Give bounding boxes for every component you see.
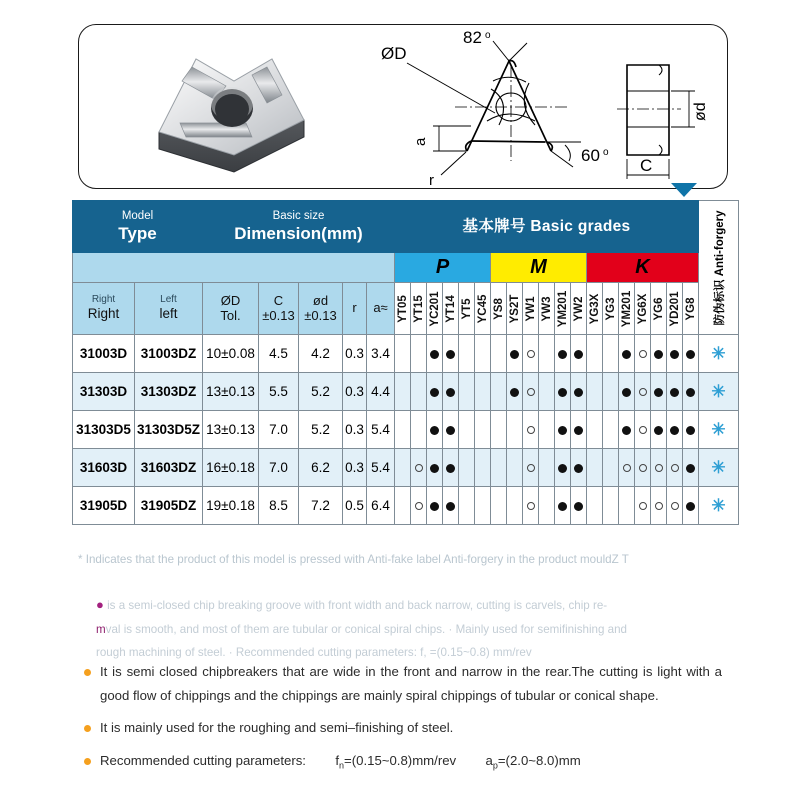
filled-dot-icon	[574, 464, 583, 473]
open-dot-icon	[415, 464, 423, 472]
svg-text:60: 60	[581, 146, 600, 165]
filled-dot-icon	[574, 502, 583, 511]
band-k: K	[587, 253, 699, 283]
filled-dot-icon	[446, 350, 455, 359]
grade-cell-YW1	[523, 487, 539, 525]
cell-r: 0.3	[343, 335, 367, 373]
grade-cell-YG6	[651, 411, 667, 449]
grade-cell-YT14	[443, 411, 459, 449]
specification-table	[72, 200, 739, 525]
grade-cell-YC201	[427, 487, 443, 525]
grade-cell-YC45	[475, 335, 491, 373]
subheader-left: Left left	[135, 283, 203, 335]
header-model-main: Type	[118, 223, 157, 243]
notes-list	[82, 660, 722, 782]
cell-od-small: 5.2	[299, 411, 343, 449]
grade-cell-YG6X	[635, 449, 651, 487]
grade-cell-YT5	[459, 449, 475, 487]
filled-dot-icon	[686, 502, 695, 511]
grade-cell-YM201	[619, 411, 635, 449]
cell-od: 16±0.18	[203, 449, 259, 487]
filled-dot-icon	[686, 426, 695, 435]
open-dot-icon	[639, 388, 647, 396]
table-row	[73, 449, 739, 487]
grade-cell-YS8	[491, 411, 507, 449]
grade-col-5: YC45	[475, 283, 491, 335]
grade-cell-YT05	[395, 373, 411, 411]
filled-dot-icon	[430, 464, 439, 473]
open-dot-icon	[639, 426, 647, 434]
header-size-main: Dimension(mm)	[234, 223, 363, 243]
grade-cell-YT14	[443, 373, 459, 411]
grade-cell-YT5	[459, 411, 475, 449]
cell-a: 4.4	[367, 373, 395, 411]
filled-dot-icon	[622, 350, 631, 359]
open-dot-icon	[671, 464, 679, 472]
filled-dot-icon	[654, 426, 663, 435]
cell-left: 31303D5Z	[135, 411, 203, 449]
header-dimension	[203, 201, 395, 253]
cell-r: 0.5	[343, 487, 367, 525]
grade-cell-YD201	[667, 411, 683, 449]
cell-a: 6.4	[367, 487, 395, 525]
grade-cell-YC201	[427, 373, 443, 411]
grade-cell-YG8	[683, 373, 699, 411]
cell-left: 31303DZ	[135, 373, 203, 411]
grade-cell-YS2T	[507, 373, 523, 411]
grade-cell-YG3X	[587, 373, 603, 411]
grade-col-1: YT15	[411, 283, 427, 335]
grade-cell-YC45	[475, 449, 491, 487]
cell-od: 19±0.18	[203, 487, 259, 525]
depth-param: $a_p=(2.0\sim 8.0)mm$	[485, 752, 581, 771]
open-dot-icon	[527, 464, 535, 472]
filled-dot-icon	[686, 464, 695, 473]
cell-c: 8.5	[259, 487, 299, 525]
open-dot-icon	[527, 388, 535, 396]
grade-col-10: YM201	[555, 283, 571, 335]
grade-cell-YM201	[555, 449, 571, 487]
grade-cell-YD201	[667, 373, 683, 411]
grade-cell-YM201	[555, 411, 571, 449]
grade-cell-YG8	[683, 449, 699, 487]
band-spacer	[73, 253, 395, 283]
open-dot-icon	[527, 426, 535, 434]
filled-dot-icon	[430, 350, 439, 359]
grade-cell-YS2T	[507, 411, 523, 449]
grade-cell-YG3X	[587, 335, 603, 373]
cell-r: 0.3	[343, 449, 367, 487]
header-model	[73, 201, 203, 253]
open-dot-icon	[639, 464, 647, 472]
grade-cell-YG3	[603, 449, 619, 487]
grade-col-12: YG3X	[587, 283, 603, 335]
grade-cell-YS8	[491, 335, 507, 373]
filled-dot-icon	[446, 388, 455, 397]
grade-col-7: YS2T	[507, 283, 523, 335]
grade-col-13: YG3	[603, 283, 619, 335]
feed-param: $f_n=(0.15\sim 0.8)mm$/rev	[335, 752, 457, 771]
header-model-sub: Model	[121, 210, 154, 223]
asterisk-icon: ✳	[711, 344, 726, 363]
cell-right: 31303D5	[73, 411, 135, 449]
cell-od: 10±0.08	[203, 335, 259, 373]
grade-cell-YC45	[475, 411, 491, 449]
subheader-r: r	[343, 283, 367, 335]
header-size-sub: Basic size	[272, 210, 325, 223]
grade-cell-YG3X	[587, 487, 603, 525]
filled-dot-icon	[622, 388, 631, 397]
grade-cell-YT5	[459, 487, 475, 525]
blue-pointer-triangle	[671, 183, 697, 197]
grade-cell-YG3	[603, 411, 619, 449]
grade-cell-YG6	[651, 487, 667, 525]
filled-dot-icon	[558, 388, 567, 397]
subheader-right: Right Right	[73, 283, 135, 335]
cell-od: 13±0.13	[203, 373, 259, 411]
grade-cell-YW3	[539, 335, 555, 373]
table-row	[73, 373, 739, 411]
cell-od-small: 4.2	[299, 335, 343, 373]
grade-col-18: YG8	[683, 283, 699, 335]
table-row	[73, 487, 739, 525]
svg-text:82: 82	[463, 29, 482, 47]
grade-col-9: YW3	[539, 283, 555, 335]
grade-cell-YG3	[603, 487, 619, 525]
grade-col-4: YT5	[459, 283, 475, 335]
grade-cell-YW1	[523, 373, 539, 411]
grade-cell-YS2T	[507, 449, 523, 487]
grade-cell-YW1	[523, 449, 539, 487]
grade-col-8: YW1	[523, 283, 539, 335]
grade-cell-YW2	[571, 373, 587, 411]
grade-cell-YG6X	[635, 335, 651, 373]
grade-col-16: YG6	[651, 283, 667, 335]
svg-text:ød: ød	[692, 102, 709, 121]
grade-cell-YD201	[667, 335, 683, 373]
grade-cell-YS8	[491, 449, 507, 487]
grade-cell-YM201	[555, 487, 571, 525]
grade-cell-YM201	[619, 373, 635, 411]
cell-od-small: 7.2	[299, 487, 343, 525]
grade-cell-YS8	[491, 487, 507, 525]
grade-col-0: YT05	[395, 283, 411, 335]
filled-dot-icon	[622, 426, 631, 435]
grade-cell-YW3	[539, 411, 555, 449]
anti-forgery-cell	[699, 411, 739, 449]
grade-cell-YM201	[619, 449, 635, 487]
open-dot-icon	[415, 502, 423, 510]
grade-cell-YG3	[603, 335, 619, 373]
open-dot-icon	[655, 464, 663, 472]
grade-cell-YT05	[395, 335, 411, 373]
grade-cell-YG6	[651, 335, 667, 373]
cell-od-small: 5.2	[299, 373, 343, 411]
cell-a: 3.4	[367, 335, 395, 373]
diagram-panel	[78, 24, 728, 189]
cell-r: 0.3	[343, 411, 367, 449]
cell-a: 5.4	[367, 449, 395, 487]
cell-c: 7.0	[259, 411, 299, 449]
svg-text:r: r	[429, 172, 434, 189]
asterisk-icon: ✳	[711, 496, 726, 515]
cell-right: 31003D	[73, 335, 135, 373]
asterisk-icon: ✳	[711, 382, 726, 401]
anti-forgery-cell	[699, 373, 739, 411]
filled-dot-icon	[654, 388, 663, 397]
grade-cell-YG8	[683, 487, 699, 525]
filled-dot-icon	[670, 426, 679, 435]
filled-dot-icon	[446, 464, 455, 473]
anti-forgery-cell	[699, 487, 739, 525]
params-prefix: Recommended cutting parameters:	[100, 752, 306, 768]
grade-col-3: YT14	[443, 283, 459, 335]
filled-dot-icon	[558, 464, 567, 473]
asterisk-icon: ✳	[711, 458, 726, 477]
filled-dot-icon	[558, 350, 567, 359]
open-dot-icon	[639, 350, 647, 358]
filled-dot-icon	[654, 350, 663, 359]
note-item-0: It is semi closed chipbreakers that are wide in the front and narrow in the rear.The cutting is light with a good flow of chippings and the chippings are mainly spiral chippings of tubular or conical shape.	[82, 660, 722, 707]
subheader-od-small: ød ±0.13	[299, 283, 343, 335]
filled-dot-icon	[670, 388, 679, 397]
grade-cell-YT5	[459, 335, 475, 373]
grade-cell-YW3	[539, 449, 555, 487]
grade-cell-YW1	[523, 411, 539, 449]
grade-cell-YG6	[651, 373, 667, 411]
technical-drawing	[359, 29, 719, 189]
filled-dot-icon	[430, 502, 439, 511]
ghost-line-1: ● is a semi-closed chip breaking groove with front width and back narrow, cutting is carvels, chip re-	[96, 597, 608, 612]
grade-cell-YS8	[491, 373, 507, 411]
cell-right: 31303D	[73, 373, 135, 411]
grade-col-14: YM201	[619, 283, 635, 335]
grade-cell-YW3	[539, 373, 555, 411]
grade-cell-YT15	[411, 411, 427, 449]
anti-forgery-cell	[699, 335, 739, 373]
grade-cell-YT5	[459, 373, 475, 411]
anti-forgery-cell	[699, 449, 739, 487]
grade-cell-YC201	[427, 411, 443, 449]
ghost-line-2: mval is smooth, and most of them are tubular or conical spiral chips. · Mainly used for semifinishing and	[96, 623, 627, 636]
asterisk-icon: ✳	[711, 420, 726, 439]
note-item-1: It is mainly used for the roughing and semi–finishing of steel.	[82, 716, 722, 740]
filled-dot-icon	[558, 502, 567, 511]
grade-cell-YS2T	[507, 335, 523, 373]
ghost-line-3: rough machining of steel. · Recommended cutting parameters: f, =(0.15~0.8) mm/rev	[96, 646, 532, 660]
grade-cell-YG6X	[635, 411, 651, 449]
ghost-paragraph	[96, 592, 706, 664]
cell-left: 31003DZ	[135, 335, 203, 373]
grade-col-11: YW2	[571, 283, 587, 335]
grade-cell-YT05	[395, 449, 411, 487]
grade-cell-YW3	[539, 487, 555, 525]
filled-dot-icon	[558, 426, 567, 435]
filled-dot-icon	[430, 426, 439, 435]
cell-od-small: 6.2	[299, 449, 343, 487]
grade-cell-YW2	[571, 449, 587, 487]
magenta-bullet-icon: ●	[96, 597, 104, 612]
grade-cell-YC201	[427, 335, 443, 373]
cell-right: 31603D	[73, 449, 135, 487]
grade-cell-YG8	[683, 335, 699, 373]
cell-right: 31905D	[73, 487, 135, 525]
svg-text:o: o	[485, 30, 491, 41]
filled-dot-icon	[510, 388, 519, 397]
filled-dot-icon	[510, 350, 519, 359]
filled-dot-icon	[430, 388, 439, 397]
grade-cell-YS2T	[507, 487, 523, 525]
grade-cell-YT15	[411, 335, 427, 373]
ghost-footnote: * Indicates that the product of this model is pressed with Anti-fake label Anti-forgery in the product mouldZ T	[78, 553, 629, 566]
band-m: M	[491, 253, 587, 283]
grade-cell-YM201	[555, 335, 571, 373]
open-dot-icon	[623, 464, 631, 472]
grade-cell-YM201	[619, 487, 635, 525]
svg-text:a: a	[412, 137, 429, 146]
anti-forgery-label: 防伪标识 Anti-forgery	[713, 210, 726, 325]
cell-a: 5.4	[367, 411, 395, 449]
cell-c: 5.5	[259, 373, 299, 411]
grade-col-2: YC201	[427, 283, 443, 335]
filled-dot-icon	[574, 388, 583, 397]
grade-cell-YG8	[683, 411, 699, 449]
open-dot-icon	[671, 502, 679, 510]
filled-dot-icon	[670, 350, 679, 359]
grade-col-15: YG6X	[635, 283, 651, 335]
svg-text:C: C	[640, 156, 653, 175]
band-p: P	[395, 253, 491, 283]
grade-cell-YT14	[443, 449, 459, 487]
grade-cell-YG3	[603, 373, 619, 411]
open-dot-icon	[527, 350, 535, 358]
filled-dot-icon	[446, 502, 455, 511]
grade-cell-YC45	[475, 373, 491, 411]
grade-cell-YT15	[411, 449, 427, 487]
filled-dot-icon	[574, 426, 583, 435]
grade-cell-YM201	[619, 335, 635, 373]
cell-c: 4.5	[259, 335, 299, 373]
grade-cell-YW2	[571, 487, 587, 525]
grade-cell-YT14	[443, 487, 459, 525]
grade-cell-YW2	[571, 335, 587, 373]
grade-cell-YG3X	[587, 411, 603, 449]
cell-c: 7.0	[259, 449, 299, 487]
svg-text:ØD: ØD	[381, 44, 407, 63]
grade-cell-YT05	[395, 487, 411, 525]
grade-cell-YG6X	[635, 373, 651, 411]
open-dot-icon	[527, 502, 535, 510]
cell-left: 31603DZ	[135, 449, 203, 487]
subheader-a: a≈	[367, 283, 395, 335]
grade-cell-YC45	[475, 487, 491, 525]
insert-3d-render	[134, 37, 334, 182]
grade-cell-YT15	[411, 487, 427, 525]
grade-col-17: YD201	[667, 283, 683, 335]
note-item-params	[82, 749, 722, 774]
header-basic-grades: 基本牌号 Basic grades	[395, 201, 699, 253]
grade-cell-YM201	[555, 373, 571, 411]
grade-cell-YW1	[523, 335, 539, 373]
grade-cell-YD201	[667, 449, 683, 487]
grade-cell-YG6X	[635, 487, 651, 525]
subheader-od: ØD Tol.	[203, 283, 259, 335]
open-dot-icon	[639, 502, 647, 510]
open-dot-icon	[655, 502, 663, 510]
filled-dot-icon	[446, 426, 455, 435]
filled-dot-icon	[574, 350, 583, 359]
filled-dot-icon	[686, 388, 695, 397]
cell-od: 13±0.13	[203, 411, 259, 449]
filled-dot-icon	[686, 350, 695, 359]
grade-cell-YC201	[427, 449, 443, 487]
grade-cell-YT14	[443, 335, 459, 373]
grade-cell-YW2	[571, 411, 587, 449]
header-anti-forgery	[699, 201, 739, 335]
grade-col-6: YS8	[491, 283, 507, 335]
grade-cell-YG3X	[587, 449, 603, 487]
table-body	[73, 335, 739, 525]
subheader-c: C ±0.13	[259, 283, 299, 335]
grade-cell-YT05	[395, 411, 411, 449]
grade-cell-YG6	[651, 449, 667, 487]
svg-text:o: o	[603, 147, 609, 158]
table-row	[73, 411, 739, 449]
cell-left: 31905DZ	[135, 487, 203, 525]
cell-r: 0.3	[343, 373, 367, 411]
grade-cell-YT15	[411, 373, 427, 411]
table-row	[73, 335, 739, 373]
grade-cell-YD201	[667, 487, 683, 525]
